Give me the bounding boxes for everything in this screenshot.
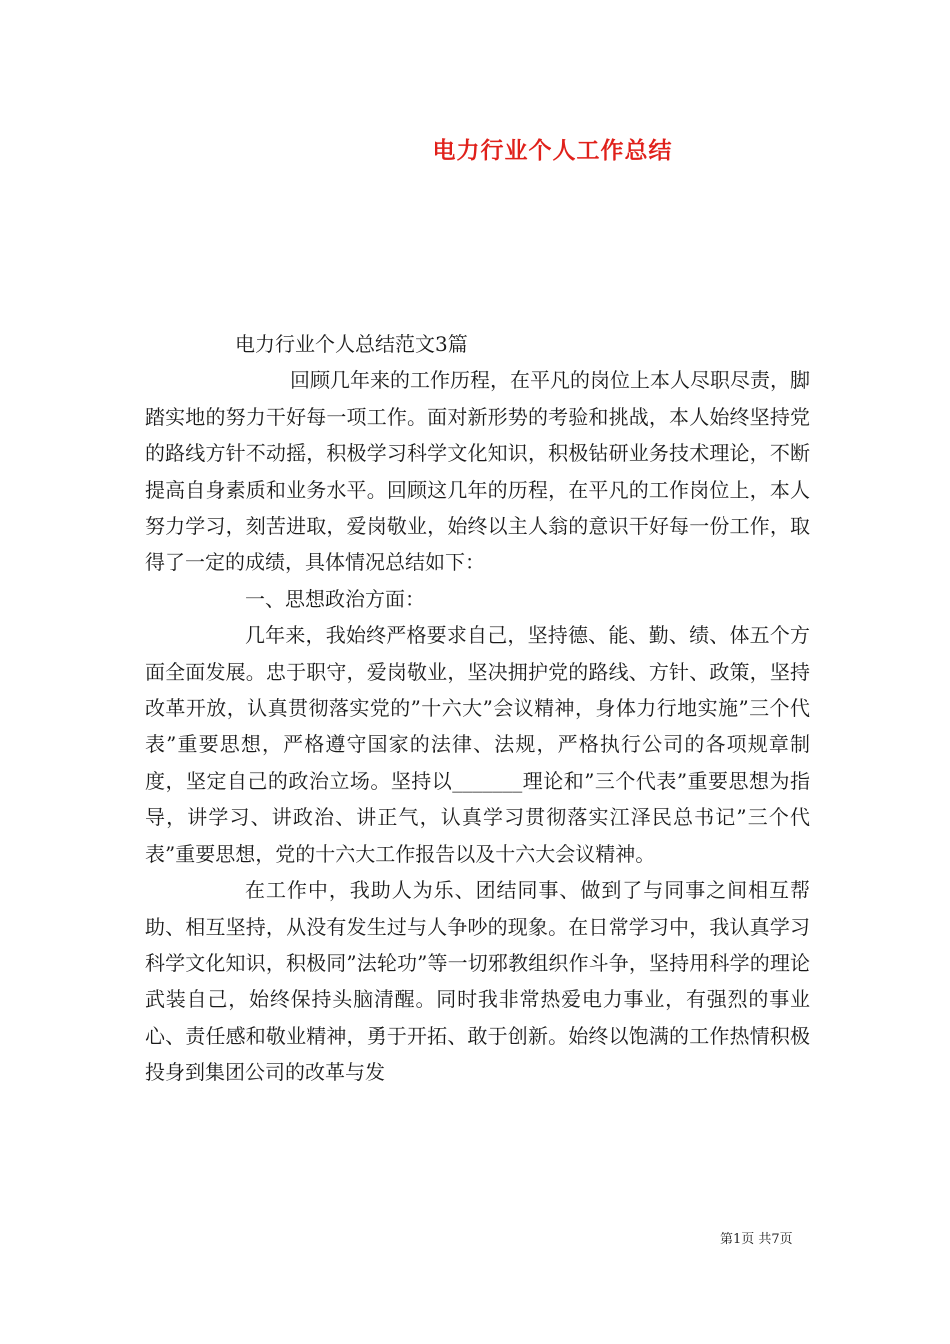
document-title: 电力行业个人工作总结 — [432, 138, 673, 164]
document-subtitle: 电力行业个人总结范文3篇 — [235, 332, 468, 356]
paragraph-intro: 回顾几年来的工作历程，在平凡的岗位上本人尽职尽责，脚踏实地的努力干好每一项工作。面对新形势的考验和挑战，本人始终坚持党的路线方针不动摇，积极学习科学文化知识，积极钻研业务技术理论，不断提高自身素质和业务水平。回顾这几年的历程，在平凡的工作岗位上，本人努力学习，刻苦进取，爱岗敬业，始终以主人翁的意识干好每一份工作，取得了一定的成绩，具体情况总结如下： — [145, 368, 810, 575]
document-body — [145, 326, 810, 1091]
page-number: 第1页 共7页 — [720, 1232, 793, 1247]
paragraph-work: 在工作中，我助人为乐、团结同事、做到了与同事之间相互帮助、相互坚持，从没有发生过与人争吵的现象。在日常学习中，我认真学习科学文化知识，积极同”法轮功”等一切邪教组织作斗争，坚持用科学的理论武装自己，始终保持头脑清醒。同时我非常热爱电力事业，有强烈的事业心、责任感和敬业精神，勇于开拓、敢于创新。始终以饱满的工作热情积极投身到集团公司的改革与发 — [145, 878, 810, 1085]
section-heading-political: 一、思想政治方面： — [245, 586, 425, 611]
paragraph-political: 几年来，我始终严格要求自己，坚持德、能、勤、绩、体五个方面全面发展。忠于职守，爱岗敬业，坚决拥护党的路线、方针、政策，坚持改革开放，认真贯彻落实党的”十六大”会议精神，身体力行地实施”三个代表”重要思想，严格遵守国家的法律、法规，严格执行公司的各项规章制度，坚定自己的政治立场。坚持以_______理论和”三个代表”重要思想为指导，讲学习、讲政治、讲正气，认真学习贯彻落实江泽民总书记”三个代表”重要思想，党的十六大工作报告以及十六大会议精神。 — [145, 623, 810, 866]
